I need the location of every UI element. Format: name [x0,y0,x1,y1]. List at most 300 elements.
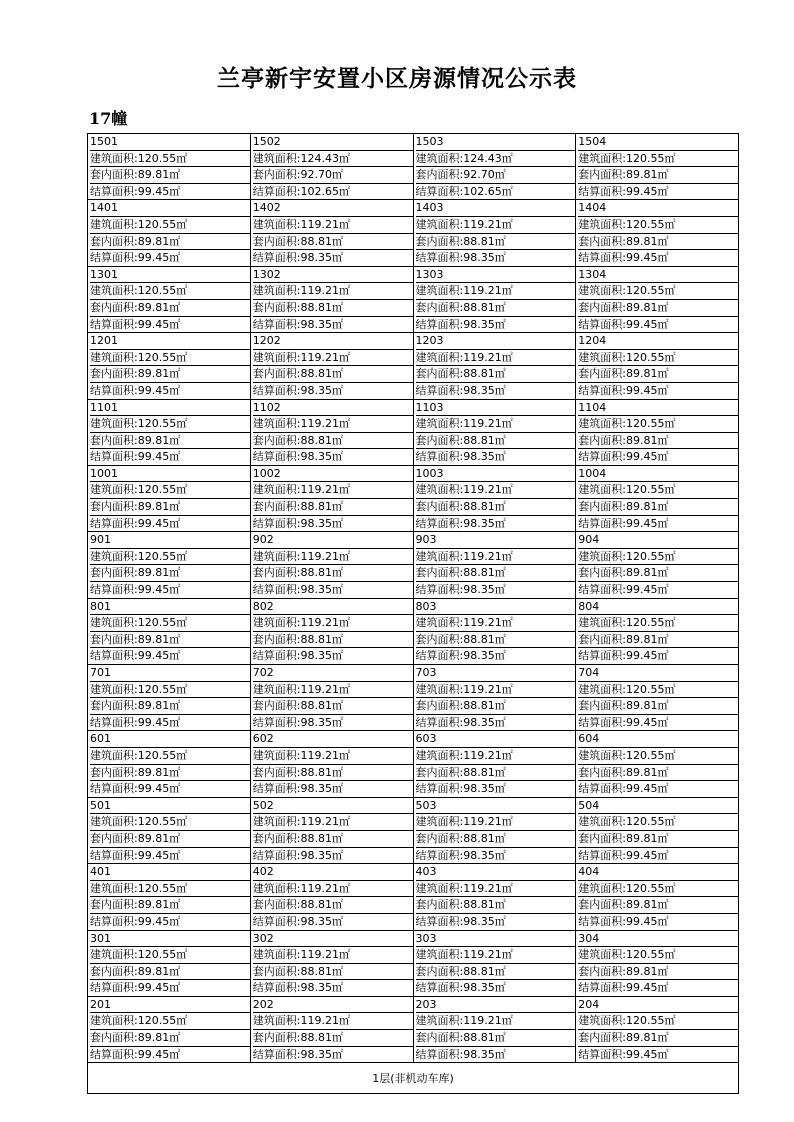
settlement-area: 结算面积:99.45㎡ [578,715,669,729]
inner-area: 套内面积:88.81㎡ [253,831,413,848]
inner-area: 套内面积:89.81㎡ [578,433,738,450]
inner-area: 套内面积:89.81㎡ [578,831,738,848]
unit-number: 702 [253,665,413,682]
inner-area: 套内面积:89.81㎡ [578,366,738,383]
unit-cell [576,266,739,332]
unit-cell [250,266,413,332]
building-area: 建筑面积:119.21㎡ [253,947,413,964]
unit-cell [413,996,576,1062]
table-row [88,333,739,399]
building-area: 建筑面积:120.55㎡ [90,748,250,765]
unit-number: 203 [416,997,576,1014]
unit-number: 303 [416,931,576,948]
inner-area: 套内面积:88.81㎡ [253,632,413,649]
table-row [88,598,739,664]
building-area: 建筑面积:120.55㎡ [578,151,738,168]
unit-number: 1103 [416,400,576,417]
building-area: 建筑面积:120.55㎡ [578,350,738,367]
settlement-area: 结算面积:98.35㎡ [252,715,343,729]
unit-number: 1403 [416,200,576,217]
inner-area: 套内面积:92.70㎡ [416,167,576,184]
unit-number: 204 [578,997,738,1014]
unit-number: 903 [416,532,576,549]
settlement-area: 结算面积:99.45㎡ [578,649,669,663]
table-row [88,731,739,797]
unit-number: 901 [90,532,250,549]
unit-number: 501 [90,798,250,815]
unit-cell [576,134,739,200]
table-row [88,864,739,930]
inner-area: 套内面积:89.81㎡ [578,1030,738,1047]
inner-area: 套内面积:88.81㎡ [253,698,413,715]
inner-area: 套内面积:89.81㎡ [90,897,250,914]
building-area: 建筑面积:119.21㎡ [253,1013,413,1030]
unit-cell [250,200,413,266]
unit-number: 1202 [253,333,413,350]
unit-cell [250,598,413,664]
inner-area: 套内面积:89.81㎡ [578,167,738,184]
unit-number: 402 [253,864,413,881]
settlement-area: 结算面积:98.35㎡ [252,649,343,663]
settlement-area: 结算面积:98.35㎡ [415,450,506,464]
building-area: 建筑面积:124.43㎡ [416,151,576,168]
unit-number: 902 [253,532,413,549]
building-area: 建筑面积:119.21㎡ [416,1013,576,1030]
building-area: 建筑面积:119.21㎡ [416,814,576,831]
unit-number: 1204 [578,333,738,350]
unit-cell [88,731,251,797]
building-area: 建筑面积:119.21㎡ [253,350,413,367]
building-area: 建筑面积:119.21㎡ [253,283,413,300]
inner-area: 套内面积:89.81㎡ [578,632,738,649]
unit-cell [413,797,576,863]
inner-area: 套内面积:88.81㎡ [253,234,413,251]
unit-number: 1503 [416,134,576,151]
unit-cell [250,399,413,465]
inner-area: 套内面积:88.81㎡ [253,565,413,582]
settlement-area: 结算面积:99.45㎡ [90,251,181,265]
building-area: 建筑面积:119.21㎡ [253,682,413,699]
settlement-area: 结算面积:99.45㎡ [578,848,669,862]
unit-number: 1003 [416,466,576,483]
settlement-area: 结算面积:98.35㎡ [252,583,343,597]
building-area: 建筑面积:120.55㎡ [90,482,250,499]
table-row [88,134,739,200]
inner-area: 套内面积:88.81㎡ [253,499,413,516]
building-area: 建筑面积:119.21㎡ [253,881,413,898]
unit-cell [413,598,576,664]
inner-area: 套内面积:88.81㎡ [416,366,576,383]
unit-number: 801 [90,599,250,616]
settlement-area: 结算面积:98.35㎡ [252,782,343,796]
unit-number: 904 [578,532,738,549]
settlement-area: 结算面积:99.45㎡ [578,383,669,397]
inner-area: 套内面积:89.81㎡ [90,565,250,582]
building-area: 建筑面积:119.21㎡ [253,549,413,566]
settlement-area: 结算面积:98.35㎡ [252,1047,343,1061]
building-area: 建筑面积:120.55㎡ [578,881,738,898]
unit-cell [576,200,739,266]
inner-area: 套内面积:89.81㎡ [90,167,250,184]
inner-area: 套内面积:89.81㎡ [578,765,738,782]
building-area: 建筑面积:120.55㎡ [90,615,250,632]
inner-area: 套内面积:88.81㎡ [416,1030,576,1047]
building-area: 建筑面积:120.55㎡ [90,416,250,433]
unit-cell [576,665,739,731]
unit-number: 603 [416,731,576,748]
unit-number: 703 [416,665,576,682]
inner-area: 套内面积:88.81㎡ [416,831,576,848]
inner-area: 套内面积:89.81㎡ [90,964,250,981]
table-row [88,532,739,598]
unit-cell [250,930,413,996]
unit-number: 1002 [253,466,413,483]
unit-number: 1401 [90,200,250,217]
building-area: 建筑面积:119.21㎡ [253,615,413,632]
unit-number: 304 [578,931,738,948]
inner-area: 套内面积:88.81㎡ [416,433,576,450]
settlement-area: 结算面积:99.45㎡ [90,848,181,862]
inner-area: 套内面积:89.81㎡ [578,300,738,317]
settlement-area: 结算面积:99.45㎡ [578,317,669,331]
unit-cell [250,134,413,200]
settlement-area: 结算面积:102.65㎡ [415,184,513,198]
unit-number: 1304 [578,267,738,284]
building-area: 建筑面积:120.55㎡ [90,881,250,898]
table-row [88,930,739,996]
unit-number: 1201 [90,333,250,350]
settlement-area: 结算面积:98.35㎡ [415,516,506,530]
building-area: 建筑面积:120.55㎡ [90,549,250,566]
settlement-area: 结算面积:99.45㎡ [90,583,181,597]
unit-number: 704 [578,665,738,682]
building-area: 建筑面积:120.55㎡ [578,748,738,765]
settlement-area: 结算面积:98.35㎡ [252,450,343,464]
unit-cell [576,532,739,598]
unit-cell [88,399,251,465]
settlement-area: 结算面积:99.45㎡ [90,450,181,464]
inner-area: 套内面积:88.81㎡ [416,565,576,582]
unit-number: 1301 [90,267,250,284]
table-row [88,665,739,731]
building-area: 建筑面积:120.55㎡ [90,814,250,831]
building-area: 建筑面积:120.55㎡ [90,682,250,699]
inner-area: 套内面积:89.81㎡ [578,698,738,715]
settlement-area: 结算面积:99.45㎡ [90,383,181,397]
settlement-area: 结算面积:98.35㎡ [415,649,506,663]
settlement-area: 结算面积:98.35㎡ [415,914,506,928]
unit-cell [413,930,576,996]
unit-cell [576,399,739,465]
building-area: 建筑面积:120.55㎡ [90,1013,250,1030]
inner-area: 套内面积:89.81㎡ [90,831,250,848]
inner-area: 套内面积:88.81㎡ [416,897,576,914]
inner-area: 套内面积:89.81㎡ [578,964,738,981]
settlement-area: 结算面积:99.45㎡ [578,184,669,198]
unit-cell [88,333,251,399]
settlement-area: 结算面积:99.45㎡ [578,516,669,530]
unit-cell [88,864,251,930]
settlement-area: 结算面积:98.35㎡ [415,583,506,597]
unit-cell [88,797,251,863]
unit-number: 602 [253,731,413,748]
inner-area: 套内面积:88.81㎡ [416,632,576,649]
unit-cell [413,532,576,598]
settlement-area: 结算面积:98.35㎡ [252,516,343,530]
unit-cell [250,731,413,797]
building-area: 建筑面积:119.21㎡ [416,217,576,234]
unit-cell [576,864,739,930]
unit-cell [88,930,251,996]
settlement-area: 结算面积:99.45㎡ [578,1047,669,1061]
footer-row [88,1063,739,1094]
inner-area: 套内面积:89.81㎡ [578,897,738,914]
building-area: 建筑面积:119.21㎡ [416,482,576,499]
settlement-area: 结算面积:98.35㎡ [415,1047,506,1061]
unit-cell [413,731,576,797]
unit-number: 202 [253,997,413,1014]
building-area: 建筑面积:120.55㎡ [578,416,738,433]
settlement-area: 结算面积:99.45㎡ [90,782,181,796]
building-area: 建筑面积:119.21㎡ [416,416,576,433]
settlement-area: 结算面积:99.45㎡ [90,715,181,729]
unit-cell [250,665,413,731]
building-area: 建筑面积:120.55㎡ [90,350,250,367]
inner-area: 套内面积:89.81㎡ [90,433,250,450]
settlement-area: 结算面积:98.35㎡ [252,251,343,265]
building-area: 建筑面积:120.55㎡ [578,1013,738,1030]
inner-area: 套内面积:88.81㎡ [416,964,576,981]
building-area: 建筑面积:120.55㎡ [578,217,738,234]
inner-area: 套内面积:88.81㎡ [416,300,576,317]
building-area: 建筑面积:119.21㎡ [416,615,576,632]
inner-area: 套内面积:88.81㎡ [253,897,413,914]
settlement-area: 结算面积:98.35㎡ [415,383,506,397]
unit-cell [413,134,576,200]
unit-cell [576,797,739,863]
unit-cell [576,598,739,664]
inner-area: 套内面积:89.81㎡ [90,366,250,383]
settlement-area: 结算面积:98.35㎡ [415,782,506,796]
settlement-area: 结算面积:99.45㎡ [90,1047,181,1061]
settlement-area: 结算面积:99.45㎡ [578,914,669,928]
unit-number: 1504 [578,134,738,151]
settlement-area: 结算面积:98.35㎡ [252,848,343,862]
unit-number: 803 [416,599,576,616]
settlement-area: 结算面积:98.35㎡ [252,981,343,995]
unit-cell [250,797,413,863]
settlement-area: 结算面积:99.45㎡ [578,583,669,597]
unit-number: 1302 [253,267,413,284]
unit-number: 1004 [578,466,738,483]
unit-number: 1104 [578,400,738,417]
unit-cell [576,465,739,531]
unit-cell [576,930,739,996]
building-area: 建筑面积:120.55㎡ [578,549,738,566]
unit-table [87,133,739,1094]
settlement-area: 结算面积:98.35㎡ [252,317,343,331]
inner-area: 套内面积:88.81㎡ [416,765,576,782]
unit-cell [250,864,413,930]
settlement-area: 结算面积:98.35㎡ [252,383,343,397]
inner-area: 套内面积:89.81㎡ [578,499,738,516]
inner-area: 套内面积:89.81㎡ [90,234,250,251]
unit-cell [88,532,251,598]
unit-cell [88,465,251,531]
table-row [88,266,739,332]
inner-area: 套内面积:89.81㎡ [90,765,250,782]
unit-cell [413,333,576,399]
settlement-area: 结算面积:98.35㎡ [415,715,506,729]
unit-cell [413,864,576,930]
unit-number: 401 [90,864,250,881]
unit-cell [413,200,576,266]
settlement-area: 结算面积:99.45㎡ [578,251,669,265]
settlement-area: 结算面积:99.45㎡ [90,914,181,928]
building-area: 建筑面积:119.21㎡ [416,549,576,566]
inner-area: 套内面积:89.81㎡ [90,698,250,715]
building-area: 建筑面积:124.43㎡ [253,151,413,168]
page-title: 兰亭新宇安置小区房源情况公示表 [217,65,577,92]
unit-cell [88,266,251,332]
inner-area: 套内面积:88.81㎡ [416,234,576,251]
building-area: 建筑面积:120.55㎡ [90,947,250,964]
inner-area: 套内面积:92.70㎡ [253,167,413,184]
unit-cell [88,996,251,1062]
building-area: 建筑面积:120.55㎡ [578,814,738,831]
building-area: 建筑面积:119.21㎡ [253,416,413,433]
inner-area: 套内面积:88.81㎡ [416,698,576,715]
unit-number: 604 [578,731,738,748]
settlement-area: 结算面积:98.35㎡ [415,848,506,862]
settlement-area: 结算面积:98.35㎡ [415,981,506,995]
unit-cell [413,399,576,465]
unit-number: 1203 [416,333,576,350]
building-area: 建筑面积:120.55㎡ [90,151,250,168]
settlement-area: 结算面积:99.45㎡ [90,317,181,331]
inner-area: 套内面积:88.81㎡ [253,366,413,383]
unit-cell [250,333,413,399]
settlement-area: 结算面积:98.35㎡ [252,914,343,928]
unit-cell [88,200,251,266]
building-label: 17幢 [89,109,128,128]
inner-area: 套内面积:88.81㎡ [416,499,576,516]
settlement-area: 结算面积:99.45㎡ [90,184,181,198]
inner-area: 套内面积:88.81㎡ [253,964,413,981]
settlement-area: 结算面积:99.45㎡ [90,981,181,995]
building-area: 建筑面积:119.21㎡ [253,482,413,499]
building-area: 建筑面积:120.55㎡ [90,283,250,300]
inner-area: 套内面积:89.81㎡ [578,565,738,582]
table-row [88,399,739,465]
settlement-area: 结算面积:99.45㎡ [578,450,669,464]
inner-area: 套内面积:88.81㎡ [253,765,413,782]
building-area: 建筑面积:120.55㎡ [578,283,738,300]
building-area: 建筑面积:119.21㎡ [253,748,413,765]
unit-cell [576,731,739,797]
unit-number: 1101 [90,400,250,417]
settlement-area: 结算面积:102.65㎡ [252,184,350,198]
inner-area: 套内面积:89.81㎡ [578,234,738,251]
inner-area: 套内面积:89.81㎡ [90,632,250,649]
table-row [88,797,739,863]
unit-number: 504 [578,798,738,815]
unit-number: 302 [253,931,413,948]
unit-cell [250,996,413,1062]
unit-number: 1501 [90,134,250,151]
unit-number: 1001 [90,466,250,483]
unit-cell [88,598,251,664]
unit-number: 1303 [416,267,576,284]
table-row [88,996,739,1062]
settlement-area: 结算面积:98.35㎡ [415,317,506,331]
building-area: 建筑面积:120.55㎡ [578,947,738,964]
building-area: 建筑面积:119.21㎡ [416,947,576,964]
building-area: 建筑面积:119.21㎡ [416,881,576,898]
building-area: 建筑面积:120.55㎡ [578,482,738,499]
unit-number: 1102 [253,400,413,417]
building-area: 建筑面积:119.21㎡ [253,814,413,831]
unit-cell [576,333,739,399]
settlement-area: 结算面积:99.45㎡ [90,516,181,530]
inner-area: 套内面积:89.81㎡ [90,499,250,516]
unit-number: 502 [253,798,413,815]
unit-cell [413,665,576,731]
inner-area: 套内面积:88.81㎡ [253,1030,413,1047]
unit-number: 201 [90,997,250,1014]
unit-number: 1402 [253,200,413,217]
settlement-area: 结算面积:99.45㎡ [578,782,669,796]
building-area: 建筑面积:119.21㎡ [416,748,576,765]
unit-number: 1502 [253,134,413,151]
inner-area: 套内面积:88.81㎡ [253,433,413,450]
unit-number: 701 [90,665,250,682]
building-area: 建筑面积:119.21㎡ [416,283,576,300]
building-area: 建筑面积:119.21㎡ [416,682,576,699]
unit-number: 804 [578,599,738,616]
inner-area: 套内面积:89.81㎡ [90,1030,250,1047]
unit-table-body [88,134,739,1063]
table-row [88,465,739,531]
unit-number: 503 [416,798,576,815]
unit-cell [413,266,576,332]
unit-cell [88,134,251,200]
unit-number: 301 [90,931,250,948]
inner-area: 套内面积:89.81㎡ [90,300,250,317]
settlement-area: 结算面积:98.35㎡ [415,251,506,265]
unit-number: 1404 [578,200,738,217]
inner-area: 套内面积:88.81㎡ [253,300,413,317]
building-area: 建筑面积:120.55㎡ [90,217,250,234]
unit-cell [88,665,251,731]
building-area: 建筑面积:119.21㎡ [416,350,576,367]
unit-cell [250,532,413,598]
unit-number: 403 [416,864,576,881]
settlement-area: 结算面积:99.45㎡ [90,649,181,663]
building-area: 建筑面积:120.55㎡ [578,615,738,632]
settlement-area: 结算面积:99.45㎡ [578,981,669,995]
footer-note: 1层(非机动车库) [88,1063,739,1094]
unit-cell [413,465,576,531]
unit-number: 802 [253,599,413,616]
building-area: 建筑面积:120.55㎡ [578,682,738,699]
unit-number: 601 [90,731,250,748]
unit-cell [576,996,739,1062]
building-area: 建筑面积:119.21㎡ [253,217,413,234]
unit-number: 404 [578,864,738,881]
unit-cell [250,465,413,531]
table-row [88,200,739,266]
